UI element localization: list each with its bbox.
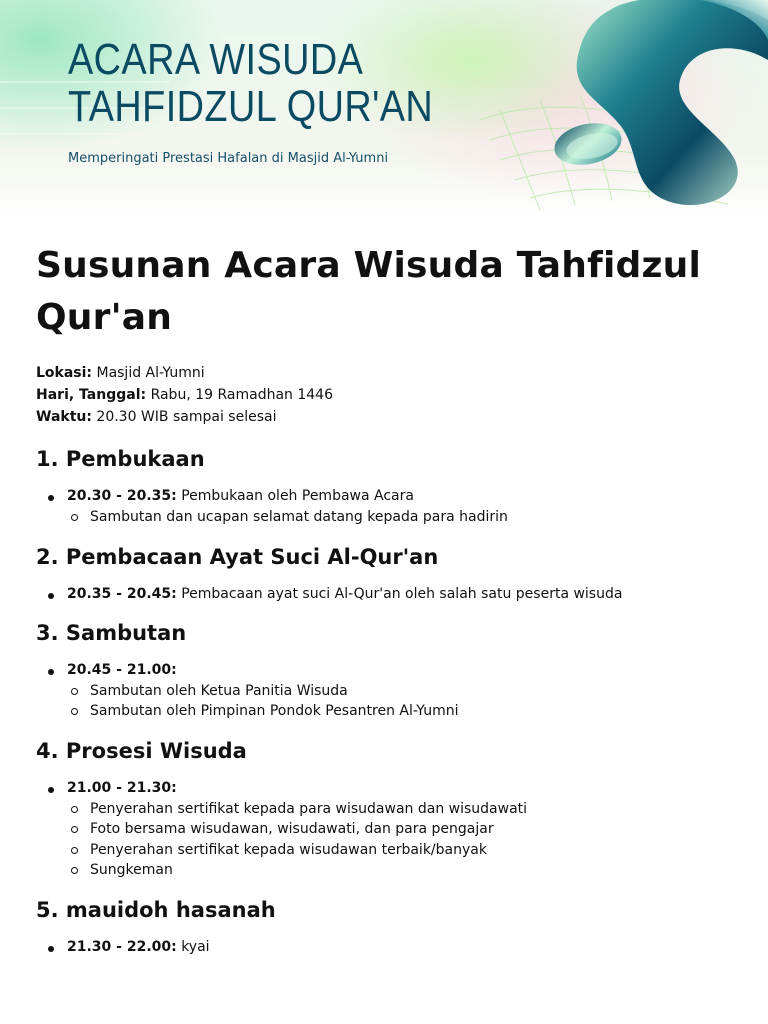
section-pembacaan-ayat — [36, 542, 736, 604]
info-label: Waktu: — [36, 409, 92, 425]
banner-title-line1: ACARA WISUDA — [68, 35, 364, 84]
schedule-list — [36, 778, 736, 881]
section-title: 4. Prosesi Wisuda — [36, 738, 247, 763]
schedule-item — [36, 486, 736, 528]
time-range: 20.45 - 21.00: — [67, 661, 177, 678]
schedule-desc: kyai — [181, 938, 210, 955]
time-range: 20.30 - 20.35: — [67, 488, 177, 504]
schedule-item — [36, 660, 736, 722]
document-title: Susunan Acara Wisuda Tahfidzul Qur'an — [36, 245, 702, 338]
schedule-list — [36, 660, 736, 722]
banner-title — [68, 36, 433, 130]
sub-item: Penyerahan sertifikat kepada wisudawan terbaik/banyak — [67, 840, 736, 861]
section-prosesi-wisuda — [36, 736, 736, 881]
schedule-list — [36, 584, 736, 604]
schedule-item — [36, 937, 736, 957]
section-title: 1. Pembukaan — [36, 447, 205, 471]
info-value: Masjid Al-Yumni — [96, 365, 205, 381]
sub-item: Foto bersama wisudawan, wisudawati, dan para pengajar — [67, 819, 736, 840]
sub-item: Sambutan dan ucapan selamat datang kepada para hadirin — [67, 507, 736, 528]
banner-subtitle: Memperingati Prestasi Hafalan di Masjid Al-Yumni — [68, 151, 389, 166]
sub-item: Sambutan oleh Pimpinan Pondok Pesantren Al-Yumni — [67, 701, 736, 722]
time-range: 20.35 - 20.45: — [67, 585, 177, 602]
info-value: Rabu, 19 Ramadhan 1446 — [150, 387, 333, 403]
section-title: 2. Pembacaan Ayat Suci Al-Qur'an — [36, 544, 439, 569]
info-value: 20.30 WIB sampai selesai — [96, 409, 277, 425]
schedule-item — [36, 778, 736, 881]
schedule-item — [36, 584, 736, 604]
schedule-desc: Pembacaan ayat suci Al-Qur'an oleh salah satu peserta wisuda — [181, 585, 623, 602]
header-banner — [0, 0, 768, 220]
section-title: 3. Sambutan — [36, 620, 187, 645]
event-info — [36, 362, 736, 428]
info-label: Lokasi: — [36, 365, 93, 381]
schedule-desc: Pembukaan oleh Pembawa Acara — [181, 488, 414, 504]
time-range: 21.30 - 22.00: — [67, 938, 177, 955]
section-mauidoh-hasanah — [36, 895, 736, 957]
section-sambutan — [36, 618, 736, 722]
info-time — [36, 406, 736, 428]
document-body — [36, 240, 736, 957]
schedule-list — [36, 486, 736, 528]
time-range: 21.00 - 21.30: — [67, 779, 177, 796]
sub-list — [67, 799, 736, 881]
sub-item: Sambutan oleh Ketua Panitia Wisuda — [67, 681, 736, 702]
banner-title-line2: TAHFIDZUL QUR'AN — [68, 82, 434, 131]
info-date — [36, 384, 736, 406]
info-location — [36, 362, 736, 384]
sub-list — [67, 681, 736, 722]
info-label: Hari, Tanggal: — [36, 387, 147, 403]
schedule-list — [36, 937, 736, 957]
section-pembukaan — [36, 444, 736, 528]
sub-item: Sungkeman — [67, 860, 736, 881]
sub-list — [67, 507, 736, 528]
sub-item: Penyerahan sertifikat kepada para wisudawan dan wisudawati — [67, 799, 736, 820]
section-title: 5. mauidoh hasanah — [36, 897, 276, 922]
